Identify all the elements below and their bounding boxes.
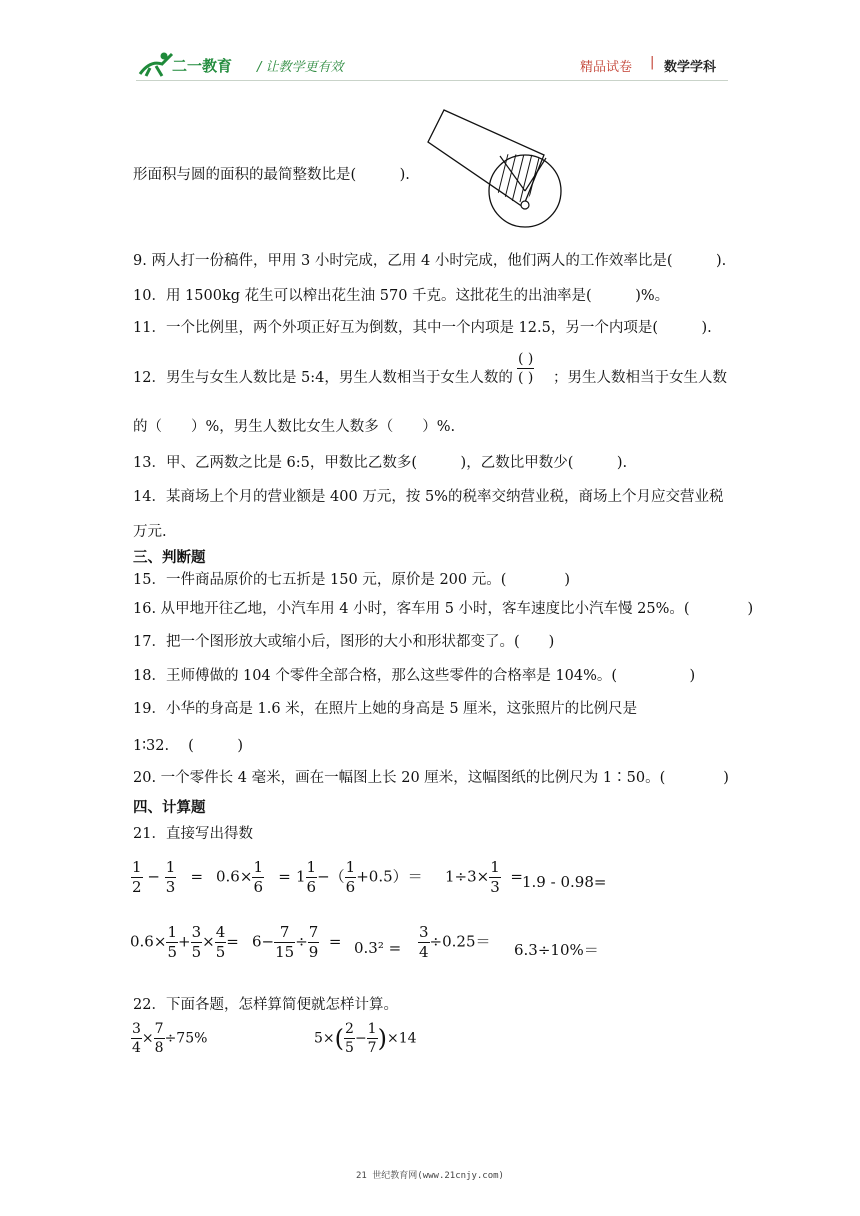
equals: =	[226, 932, 239, 951]
operator: +	[177, 932, 191, 951]
calc-row-1-item-5: 1.9 - 0.98=	[522, 873, 607, 891]
page-footer: 21 世纪教育网(www.21cnjy.com)	[356, 1171, 504, 1181]
operator: −	[147, 867, 160, 886]
calc-row-2-item-2	[252, 925, 341, 960]
calc-row-2-item-3: 0.3² =	[354, 939, 402, 957]
fraction-numerator: 4	[215, 923, 226, 941]
fraction-numerator: 3	[191, 923, 202, 941]
question-16: 16. 从甲地开往乙地，小汽车用 4 小时，客车用 5 小时，客车速度比小汽车慢 25%。( )	[133, 601, 754, 617]
question-11: 11．一个比例里，两个外项正好互为倒数，其中一个内项是 12.5，另一个内项是( ).	[133, 320, 712, 336]
operator: ×	[141, 1030, 154, 1047]
expression-prefix: 0.6×	[130, 932, 167, 951]
fraction-denominator: 4	[419, 943, 429, 961]
calc-row-1-item-1	[131, 860, 203, 895]
fraction-numerator: 1	[345, 858, 356, 876]
expression-suffix: +0.5）＝	[356, 867, 423, 886]
fraction-denominator: 4	[132, 1040, 141, 1056]
header-divider: |	[650, 55, 655, 70]
fraction-denominator: 2	[132, 878, 142, 896]
fraction-numerator: 1	[253, 858, 263, 876]
close-paren: )	[377, 1024, 387, 1053]
equals: =	[278, 867, 291, 886]
equals: =	[190, 867, 204, 886]
fraction-denominator: 3	[490, 878, 500, 896]
equals: =	[510, 867, 523, 886]
calc-row-1-item-2	[216, 860, 291, 895]
question-9: 9. 两人打一份稿件，甲用 3 小时完成，乙用 4 小时完成，他们两人的工作效率比是( ).	[133, 253, 727, 269]
question-8-tail: 形面积与圆的面积的最简整数比是( ).	[133, 167, 410, 183]
fraction-denominator: 5	[345, 1040, 354, 1056]
slogan-text: 让教学更有效	[265, 60, 344, 75]
fraction-numerator: 1	[367, 1021, 377, 1037]
fraction-denominator: 3	[165, 878, 176, 896]
question-22-expr-1	[131, 1022, 207, 1055]
fraction-numerator: 1	[490, 858, 500, 876]
question-18: 18．王师傅做的 104 个零件全部合格，那么这些零件的合格率是 104%。( )	[133, 668, 696, 684]
calc-row-2-item-4	[418, 925, 491, 960]
expression-prefix: 6−	[252, 932, 275, 951]
question-13: 13．甲、乙两数之比是 6:5，甲数比乙数多( )，乙数比甲数少( ).	[133, 455, 628, 471]
operator: ÷	[295, 932, 308, 951]
header-badge: 精品试卷	[580, 60, 633, 75]
logo-text: 二一教育	[172, 57, 233, 75]
fraction-numerator: 3	[419, 923, 429, 941]
operator: −	[354, 1030, 367, 1047]
fraction-denominator: 5	[167, 943, 177, 961]
fraction-denominator: 5	[191, 943, 202, 961]
fraction-denominator: 6	[253, 878, 263, 896]
question-10: 10．用 1500kg 花生可以榨出花生油 570 千克。这批花生的出油率是( )%。	[133, 288, 670, 304]
frac-den: ( )	[518, 370, 534, 386]
section-3-title: 三、判断题	[133, 550, 206, 566]
fraction-numerator: 1	[167, 923, 177, 941]
expression-prefix: 1÷3×	[445, 867, 490, 886]
fraction-numerator: 3	[132, 1021, 141, 1037]
question-20: 20. 一个零件长 4 毫米，画在一幅图上长 20 厘米，这幅图纸的比例尺为 1∶50。( )	[133, 770, 729, 786]
question-14-line1: 14．某商场上个月的营业额是 400 万元，按 5%的税率交纳营业税，商场上个月应交营业税	[133, 489, 724, 505]
question-15: 15．一件商品原价的七五折是 150 元，原价是 200 元。( )	[133, 572, 571, 588]
question-12-fraction	[517, 352, 534, 385]
calc-row-2-item-1	[130, 925, 239, 960]
runner-logo-icon	[136, 50, 176, 78]
section-4-title: 四、计算题	[133, 800, 206, 816]
fraction-denominator: 8	[154, 1040, 164, 1056]
open-paren: (	[334, 1024, 345, 1053]
equals: =	[328, 932, 342, 951]
fraction-numerator: 7	[274, 925, 295, 943]
expression-prefix: 5×	[314, 1030, 335, 1047]
expression-suffix: ×14	[386, 1030, 417, 1047]
fraction-denominator: 5	[215, 943, 226, 961]
question-21: 21．直接写出得数	[133, 826, 253, 842]
operator: ×	[202, 932, 215, 951]
rectangle-circle-figure	[426, 106, 566, 232]
fraction-numerator: 7	[154, 1021, 164, 1037]
frac-num: ( )	[518, 351, 534, 367]
expression-suffix: ÷0.25＝	[429, 932, 491, 951]
header-rule	[136, 80, 728, 81]
question-12-line1b: ；男生人数相当于女生人数	[553, 370, 727, 386]
question-14-line2: 万元.	[133, 524, 167, 540]
header-subject: 数学学科	[664, 60, 717, 75]
fraction-denominator: 6	[345, 878, 356, 896]
question-17: 17．把一个图形放大或缩小后，图形的大小和形状都变了。( )	[133, 634, 555, 650]
operator: −（	[317, 867, 345, 886]
fraction-numerator: 2	[345, 1021, 354, 1037]
fraction-numerator: 1	[306, 858, 317, 876]
question-22-expr-2	[314, 1022, 417, 1055]
question-12-line1: 12．男生与女生人数比是 5:4，男生人数相当于女生人数的	[133, 370, 513, 386]
slogan: / 让教学更有效	[257, 60, 344, 75]
fraction-numerator: 1	[165, 858, 176, 876]
page-header	[0, 0, 860, 90]
fraction-denominator: 9	[308, 943, 319, 961]
fraction-denominator: 7	[367, 1040, 377, 1056]
whole-number: 1	[296, 867, 306, 886]
expression-prefix: 0.6×	[216, 867, 253, 886]
question-22: 22．下面各题，怎样算简便就怎样计算。	[133, 997, 398, 1013]
question-19-line2: 1∶32. ( )	[133, 738, 243, 754]
fraction-denominator: 15	[275, 943, 295, 961]
question-19-line1: 19．小华的身高是 1.6 米，在照片上她的身高是 5 厘米，这张照片的比例尺是	[133, 701, 638, 717]
calc-row-2-item-5: 6.3÷10%＝	[514, 941, 599, 959]
expression-suffix: ÷75%	[164, 1030, 208, 1047]
question-12-line2: 的（ ）%，男生人数比女生人数多（ ）%.	[133, 419, 456, 435]
fraction-numerator: 1	[132, 858, 142, 876]
fraction-numerator: 7	[308, 923, 319, 941]
fraction-denominator: 6	[306, 878, 317, 896]
calc-row-1-item-3	[296, 860, 423, 895]
calc-row-1-item-4	[445, 860, 523, 895]
